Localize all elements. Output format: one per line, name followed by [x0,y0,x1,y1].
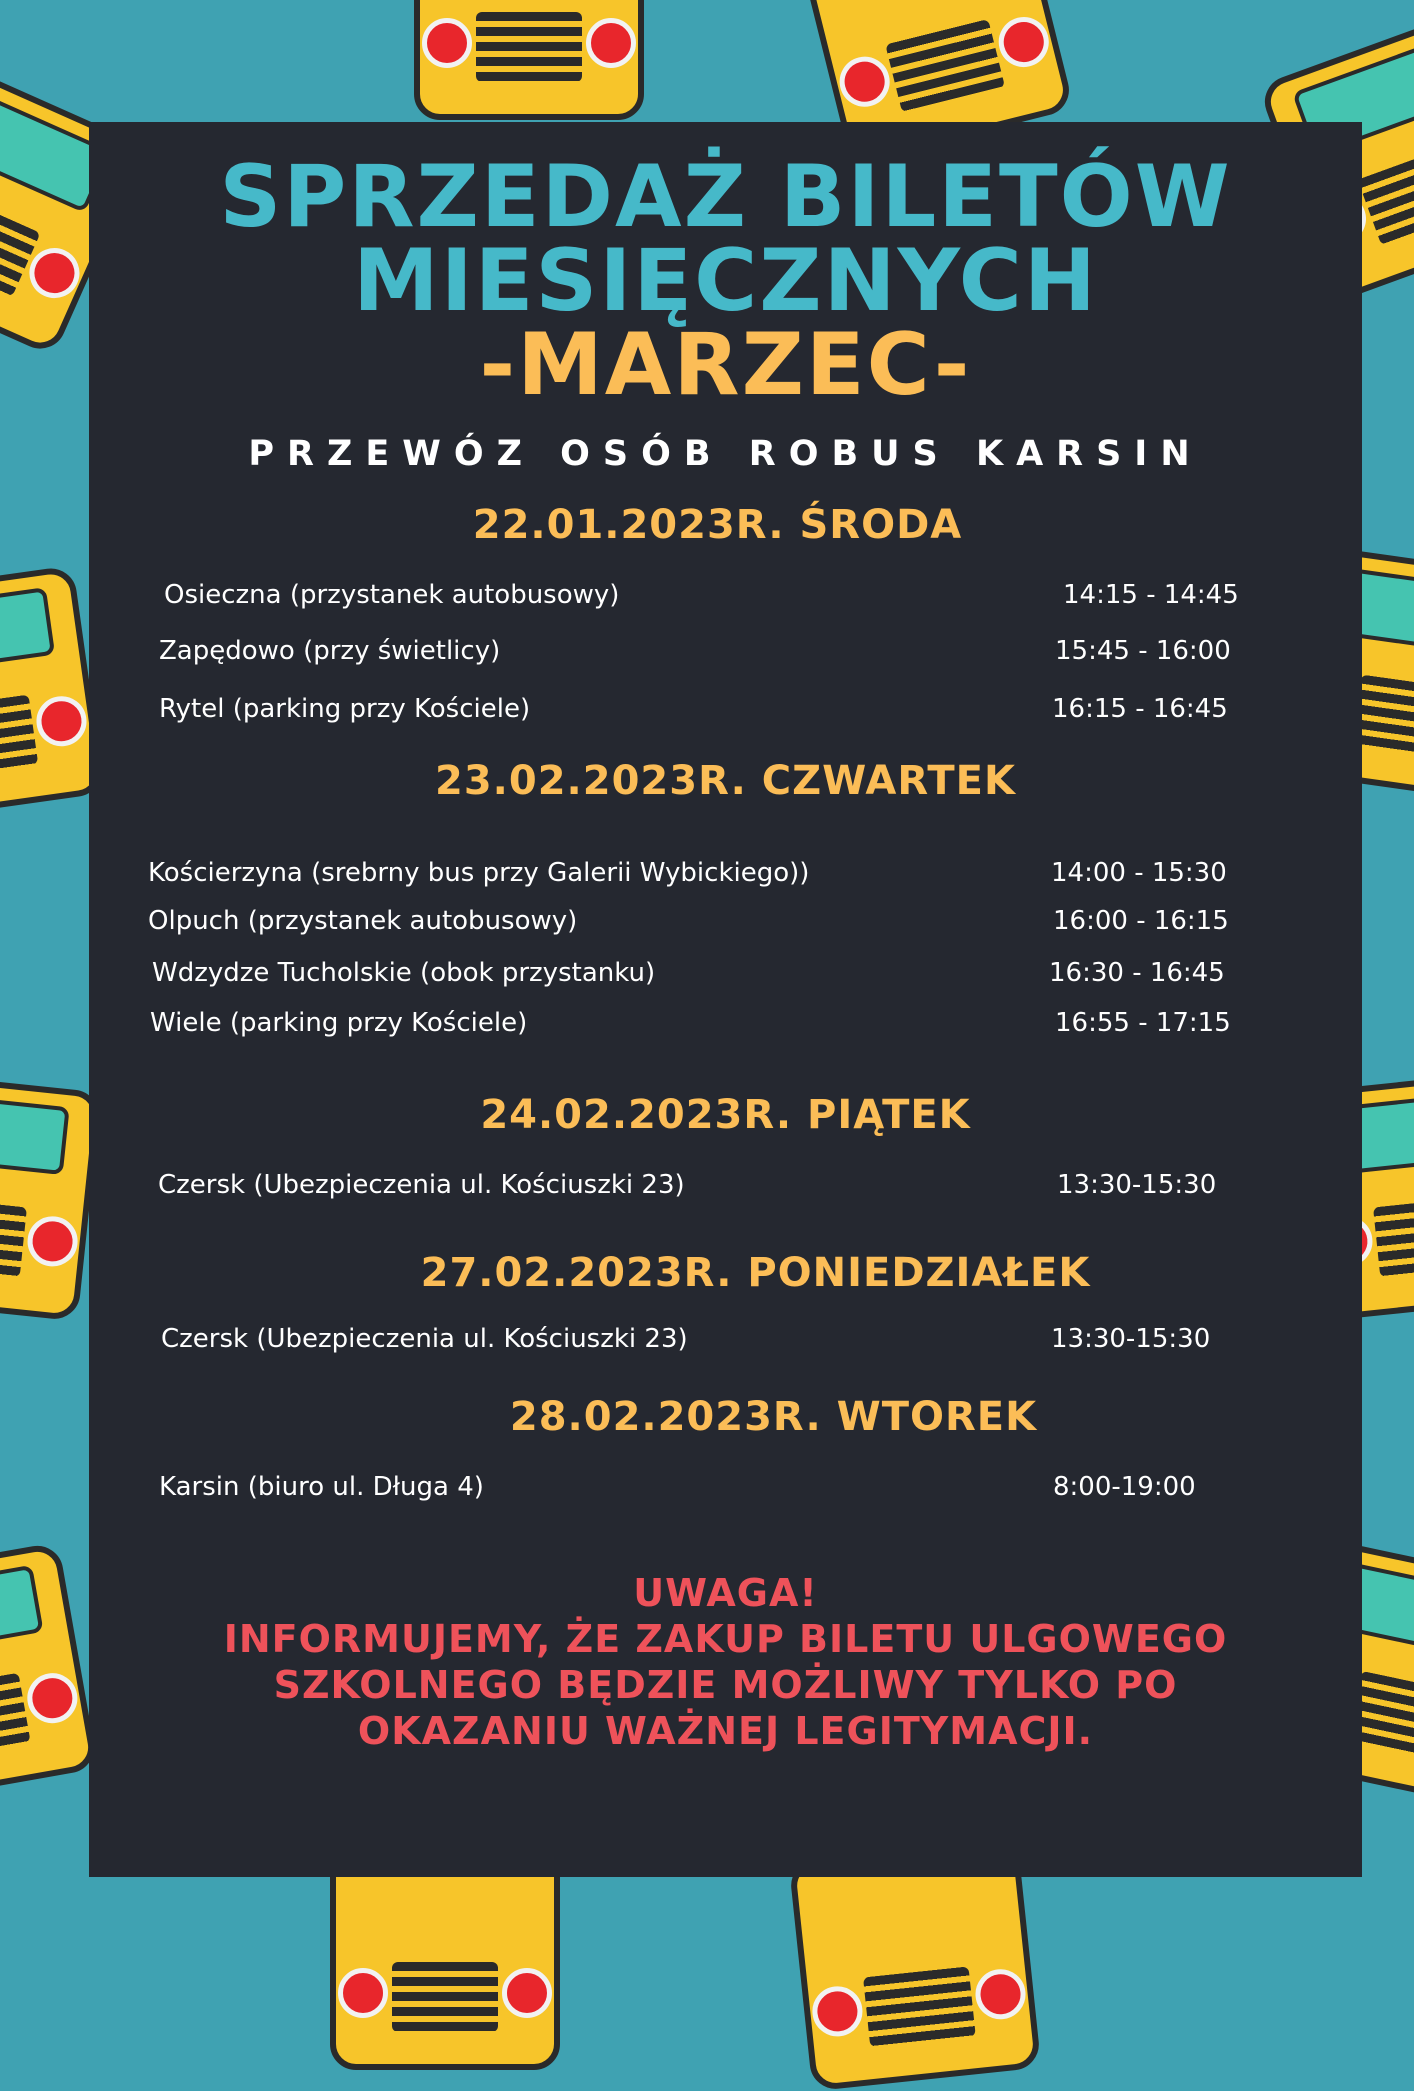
day-heading-4: 27.02.2023R. PONIEDZIAŁEK [420,1250,1091,1296]
schedule-row [89,958,1362,998]
stop-time: 15:45 - 16:00 [1055,636,1231,666]
day-heading-5: 28.02.2023R. WTOREK [509,1394,1038,1440]
stop-time: 16:55 - 17:15 [1055,1008,1231,1038]
day-heading-1: 22.01.2023R. ŚRODA [472,502,963,548]
title-line-2: MIESIĘCZNYCH [353,231,1098,331]
subtitle-company: PRZEWÓZ OSÓB ROBUS KARSIN [248,434,1203,474]
notice-line-3: OKAZANIU WAŻNEJ LEGITYMACJI. [357,1709,1094,1753]
schedule-row [89,1472,1362,1512]
notice-line-2: SZKOLNEGO BĘDZIE MOŻLIWY TYLKO PO [273,1663,1178,1707]
schedule-row [89,906,1362,946]
stop-time: 14:15 - 14:45 [1063,580,1239,610]
stop-time: 16:15 - 16:45 [1052,694,1228,724]
bus-illustration-left-3 [0,1069,101,1322]
schedule-row [89,580,1362,620]
poster-panel [89,122,1362,1877]
bus-illustration-left-4 [0,1542,98,1808]
notice-line-1: INFORMUJEMY, ŻE ZAKUP BILETU ULGOWEGO [223,1617,1228,1661]
schedule-row [89,858,1362,898]
stop-place: Olpuch (przystanek autobusowy) [148,906,578,936]
stop-time: 13:30-15:30 [1057,1170,1217,1200]
schedule-row [89,636,1362,676]
stop-place: Wiele (parking przy Kościele) [150,1008,528,1038]
day-heading-2: 23.02.2023R. CZWARTEK [435,758,1016,804]
stop-place: Rytel (parking przy Kościele) [159,694,531,724]
stop-time: 13:30-15:30 [1051,1324,1211,1354]
stop-place: Czersk (Ubezpieczenia ul. Kościuszki 23) [158,1170,685,1200]
day-heading-3: 24.02.2023R. PIĄTEK [480,1092,971,1138]
bus-illustration-top-center [414,0,644,120]
stop-time: 16:30 - 16:45 [1049,958,1225,988]
stop-place: Osieczna (przystanek autobusowy) [164,580,620,610]
title-line-1: SPRZEDAŻ BILETÓW [219,147,1232,247]
schedule-row [89,1170,1362,1210]
schedule-row [89,694,1362,734]
notice-heading: UWAGA! [633,1571,818,1615]
stop-place: Karsin (biuro ul. Długa 4) [159,1472,484,1502]
schedule-row [89,1324,1362,1364]
stop-time: 8:00-19:00 [1053,1472,1196,1502]
schedule-row [89,1008,1362,1048]
stop-place: Wdzydze Tucholskie (obok przystanku) [152,958,656,988]
stop-place: Kościerzyna (srebrny bus przy Galerii Wybickiego)) [148,858,810,888]
stop-time: 14:00 - 15:30 [1051,858,1227,888]
stop-time: 16:00 - 16:15 [1053,906,1229,936]
title-month: -MARZEC- [479,315,972,415]
stop-place: Czersk (Ubezpieczenia ul. Kościuszki 23) [161,1324,688,1354]
stop-place: Zapędowo (przy świetlicy) [159,636,501,666]
